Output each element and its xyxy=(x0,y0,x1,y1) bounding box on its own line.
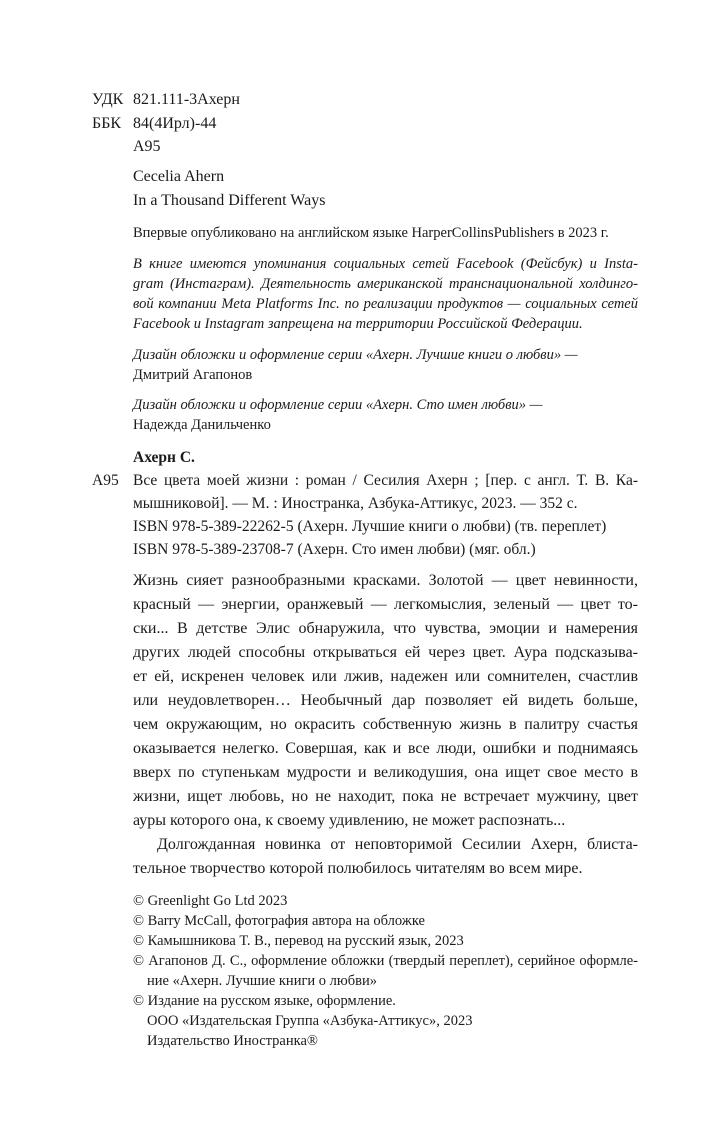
catalog-mark: А95 xyxy=(92,472,119,489)
annotation-line: вверх по ступенькам мудрости и великодушия, она ищет свое место в xyxy=(133,764,638,781)
isbn-line: ISBN 978-5-389-23708-7 (Ахерн. Сто имен любви) (мяг. обл.) xyxy=(133,541,536,558)
annotation-line: чем окружающим, но окрасить собственную жизнь в палитру счастья xyxy=(133,716,638,733)
copyright-line: © Издание на русском языке, оформление. xyxy=(133,993,396,1009)
design-credit-role: Дизайн обложки и оформление серии «Ахерн. Лучшие книги о любви» — xyxy=(133,347,578,363)
catalog-heading: Ахерн С. xyxy=(133,449,195,466)
annotation-line: оказывается нелегко. Совершая, как и все люди, ошибки и поднимаясь xyxy=(133,740,638,757)
bbk-label: ББК xyxy=(92,115,122,132)
annotation-line: других людей способны открываться ей через цвет. Аура подсказыва- xyxy=(133,644,638,661)
original-title: In a Thousand Different Ways xyxy=(133,192,326,209)
annotation-line: жизни, ищет любовь, но не находит, пока не встречает мужчину, цвет xyxy=(133,788,638,805)
meta-notice-line: gram (Инстаграм). Деятельность американской транснациональной холдинго- xyxy=(133,276,638,292)
annotation-line: Жизнь сияет разнообразными красками. Золотой — цвет невинности, xyxy=(133,572,638,589)
catalog-entry-line: мышниковой]. — М. : Иностранка, Азбука-Аттикус, 2023. — 352 с. xyxy=(133,495,578,512)
copyright-line: © Камышникова Т. В., перевод на русский язык, 2023 xyxy=(133,933,464,949)
copyright-line: © Агапонов Д. С., оформление обложки (твердый переплет), серийное оформле- xyxy=(133,953,638,969)
annotation-line: ски... В детстве Элис обнаружила, что чувства, эмоции и намерения xyxy=(133,620,638,637)
annotation-line: Долгожданная новинка от неповторимой Сесилии Ахерн, блиста- xyxy=(157,836,638,853)
isbn-line: ISBN 978-5-389-22262-5 (Ахерн. Лучшие книги о любви) (тв. переплет) xyxy=(133,518,607,535)
annotation-line: ет ей, искренен человек или лжив, надежен или сомнителен, счастлив xyxy=(133,668,638,685)
author-mark: А95 xyxy=(133,138,161,155)
copyright-line: © Greenlight Go Ltd 2023 xyxy=(133,893,288,909)
original-author: Cecelia Ahern xyxy=(133,168,225,185)
design-credit-name: Дмитрий Агапонов xyxy=(133,367,253,383)
annotation-line: или неудовлетворен… Необычный дар позволяет ей видеть больше, xyxy=(133,692,638,709)
copyright-line: ООО «Издательская Группа «Азбука-Аттикус», 2023 xyxy=(147,1013,473,1029)
copyright-line: ние «Ахерн. Лучшие книги о любви» xyxy=(147,973,377,989)
annotation-line: тельное творчество которой полюбилось читателям во всем мире. xyxy=(133,860,583,877)
first-published-note: Впервые опубликовано на английском языке HarperCollinsPublishers в 2023 г. xyxy=(133,225,609,241)
meta-notice-line: В книге имеются упоминания социальных сетей Facebook (Фейсбук) и Insta- xyxy=(133,256,638,272)
annotation-line: красный — энергии, оранжевый — легкомыслия, зеленый — цвет то- xyxy=(133,596,638,613)
meta-notice-line: Facebook и Instagram запрещена на территории Российской Федерации. xyxy=(133,316,583,332)
design-credit-name: Надежда Данильченко xyxy=(133,417,271,433)
copyright-line: Издательство Иностранка® xyxy=(147,1033,318,1049)
meta-notice-line: вой компании Meta Platforms Inc. по реализации продуктов — социальных сетей xyxy=(133,296,638,312)
udk-label: УДК xyxy=(92,91,124,108)
bbk-value: 84(4Ирл)-44 xyxy=(133,115,217,132)
udk-value: 821.111-3Ахерн xyxy=(133,91,240,108)
copyright-line: © Barry McCall, фотография автора на обложке xyxy=(133,913,425,929)
catalog-entry-line: Все цвета моей жизни : роман / Сесилия Ахерн ; [пер. с англ. Т. В. Ка- xyxy=(133,472,638,489)
annotation-line: ауры которого она, к своему удивлению, не может распознать... xyxy=(133,812,566,829)
design-credit-role: Дизайн обложки и оформление серии «Ахерн. Сто имен любви» — xyxy=(133,397,543,413)
